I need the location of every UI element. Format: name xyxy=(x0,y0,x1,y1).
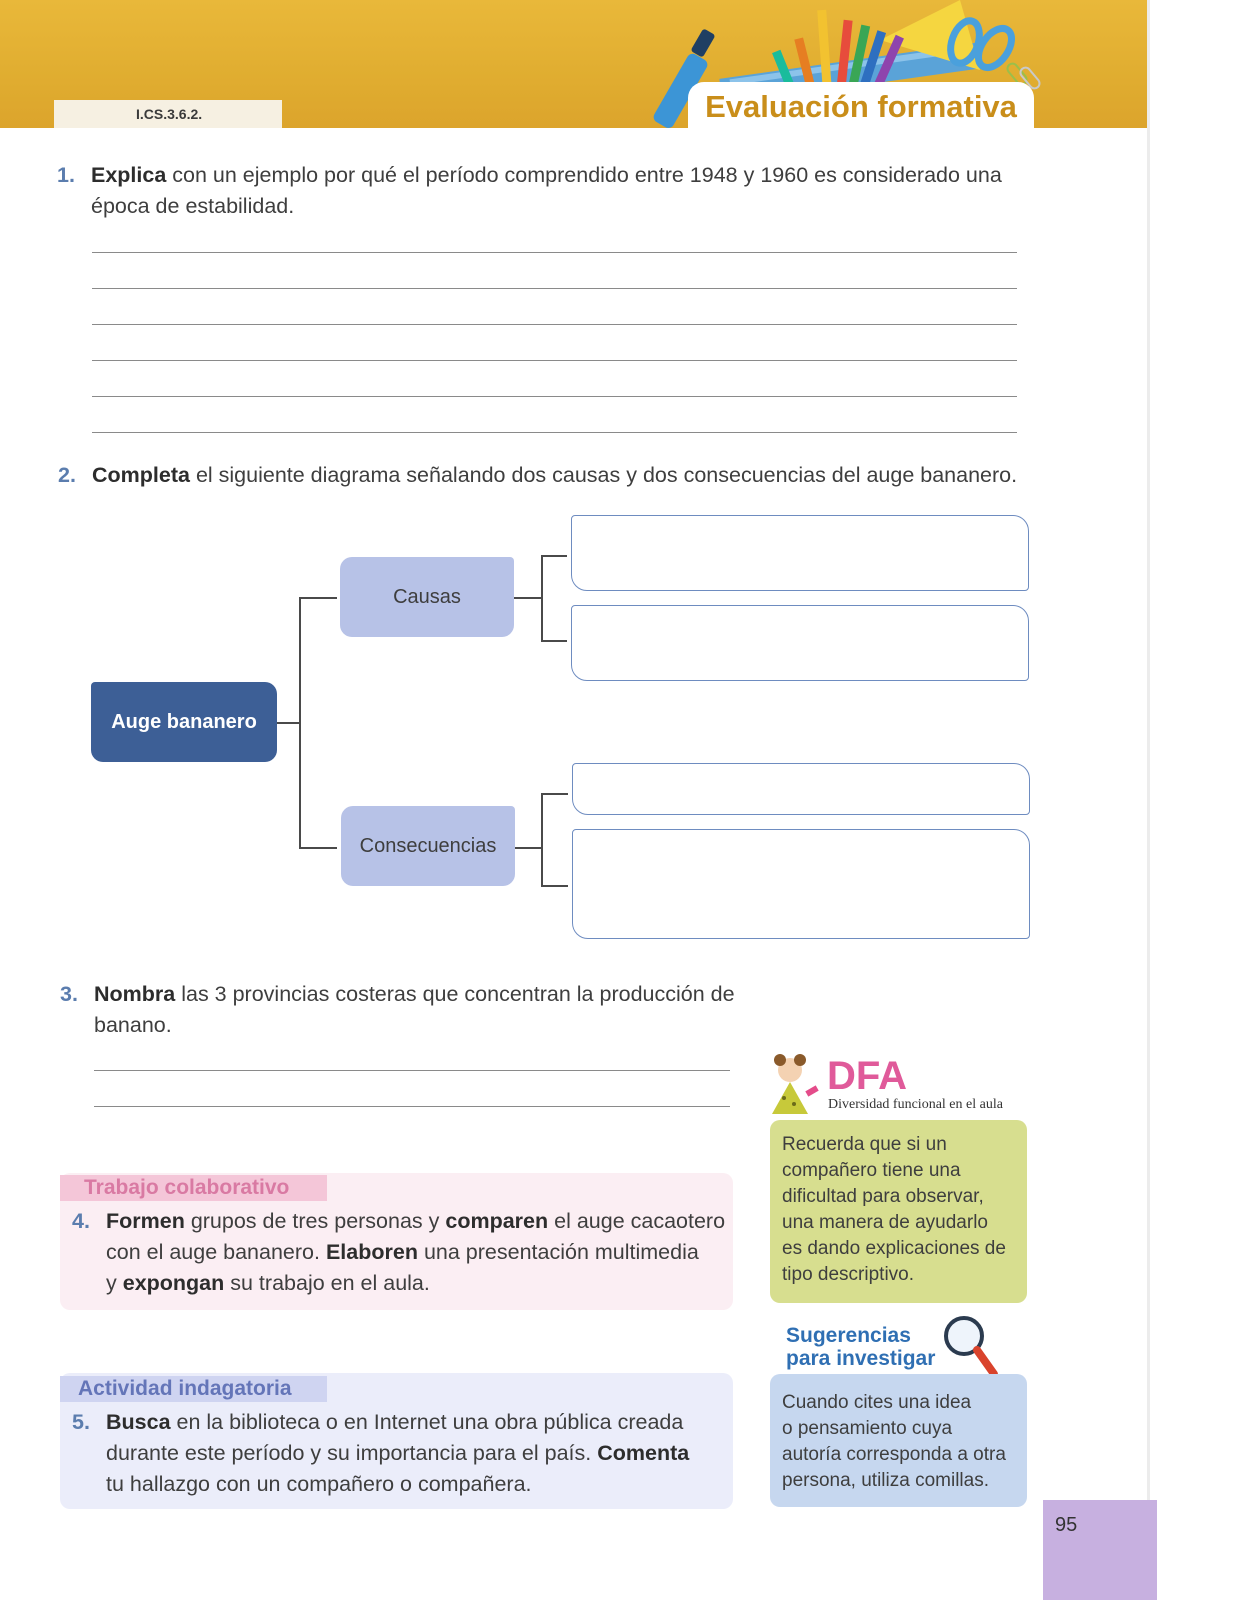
connector-line xyxy=(514,597,542,599)
question-verb: Explica xyxy=(91,163,167,187)
answer-line[interactable] xyxy=(92,252,1017,253)
page-edge-line xyxy=(1147,0,1150,1600)
question-text: el siguiente diagrama señalando dos causas y dos consecuencias del auge bananero. xyxy=(189,463,1018,487)
question-number: 5. xyxy=(72,1410,90,1434)
question-text: grupos de tres personas y xyxy=(184,1209,446,1233)
question-text: tu hallazgo con un compañero o compañera. xyxy=(106,1472,532,1496)
question-number: 4. xyxy=(72,1209,90,1233)
connector-line xyxy=(541,793,568,795)
question-3 xyxy=(60,979,754,1041)
dfa-subtitle: Diversidad funcional en el aula xyxy=(828,1097,1003,1112)
question-number: 2. xyxy=(58,463,76,487)
question-text: época de estabilidad. xyxy=(91,194,295,218)
answer-line[interactable] xyxy=(92,432,1017,433)
question-2 xyxy=(58,460,1052,491)
question-text: con un ejemplo por qué el período comprendido entre 1948 y 1960 es considerado una xyxy=(166,163,1002,187)
question-5 xyxy=(72,1407,726,1500)
question-4 xyxy=(72,1206,726,1299)
section-title: Evaluación formativa xyxy=(688,82,1034,132)
suggestions-tip-line: Cuando cites una idea xyxy=(782,1392,972,1413)
consequence-answer-box-1[interactable] xyxy=(572,763,1030,815)
question-verb: Busca xyxy=(106,1410,171,1434)
dfa-title: DFA xyxy=(827,1054,907,1098)
question-text: una presentación multimedia xyxy=(417,1240,699,1264)
question-verb: Elaboren xyxy=(325,1240,418,1264)
question-text: el auge cacaotero xyxy=(548,1209,726,1233)
dfa-tip-line: es dando explicaciones de xyxy=(782,1238,1006,1259)
answer-line[interactable] xyxy=(92,396,1017,397)
dfa-tip-line: Recuerda que si un xyxy=(782,1134,947,1155)
question-text: con el auge bananero. xyxy=(106,1240,326,1264)
connector-line xyxy=(299,597,301,847)
girl-illustration xyxy=(758,1052,828,1122)
question-verb: Formen xyxy=(106,1209,185,1233)
question-1 xyxy=(57,160,1051,222)
question-verb: comparen xyxy=(445,1209,549,1233)
curriculum-code: I.CS.3.6.2. xyxy=(54,100,282,128)
question-text: su trabajo en el aula. xyxy=(224,1271,430,1295)
question-text: durante este período y su importancia para el país. xyxy=(106,1441,598,1465)
suggestions-tip-line: o pensamiento cuya xyxy=(782,1418,953,1439)
question-text: banano. xyxy=(94,1013,172,1037)
answer-line[interactable] xyxy=(94,1106,730,1107)
question-verb: Nombra xyxy=(94,982,176,1006)
connector-line xyxy=(541,885,568,887)
diagram-root-node: Auge bananero xyxy=(91,682,277,762)
answer-line[interactable] xyxy=(92,324,1017,325)
question-verb: Completa xyxy=(92,463,190,487)
dfa-tip-line: una manera de ayudarlo xyxy=(782,1212,988,1233)
dfa-tip-line: dificultad para observar, xyxy=(782,1186,984,1207)
answer-line[interactable] xyxy=(92,288,1017,289)
inquiry-activity-label: Actividad indagatoria xyxy=(60,1376,327,1402)
question-text: en la biblioteca o en Internet una obra pública creada xyxy=(170,1410,684,1434)
connector-line xyxy=(541,793,543,885)
question-number: 3. xyxy=(60,982,78,1006)
dfa-tip-box xyxy=(770,1120,1027,1303)
suggestions-title xyxy=(786,1324,935,1370)
question-text: y xyxy=(106,1271,123,1295)
connector-line xyxy=(299,847,337,849)
magnifying-glass-icon xyxy=(940,1314,1002,1380)
dfa-tip-line: tipo descriptivo. xyxy=(782,1264,915,1285)
suggestions-title-line: para investigar xyxy=(786,1347,936,1370)
connector-line xyxy=(277,722,300,724)
suggestions-tip-box xyxy=(770,1374,1027,1507)
question-number: 1. xyxy=(57,163,75,187)
collaborative-work-label: Trabajo colaborativo xyxy=(60,1175,327,1201)
suggestions-title-line: Sugerencias xyxy=(786,1324,911,1347)
cause-answer-box-2[interactable] xyxy=(571,605,1029,681)
connector-line xyxy=(541,640,567,642)
diagram-causes-node: Causas xyxy=(340,557,514,637)
answer-line[interactable] xyxy=(92,360,1017,361)
question-verb: expongan xyxy=(122,1271,225,1295)
diagram-consequences-node: Consecuencias xyxy=(341,806,515,886)
connector-line xyxy=(541,555,543,640)
consequence-answer-box-2[interactable] xyxy=(572,829,1030,939)
page-number: 95 xyxy=(1043,1500,1157,1600)
answer-line[interactable] xyxy=(94,1070,730,1071)
connector-line xyxy=(515,847,542,849)
dfa-tip-line: compañero tiene una xyxy=(782,1160,961,1181)
connector-line xyxy=(541,555,567,557)
suggestions-tip-line: autoría corresponda a otra xyxy=(782,1444,1006,1465)
cause-answer-box-1[interactable] xyxy=(571,515,1029,591)
question-text: las 3 provincias costeras que concentran la producción de xyxy=(175,982,735,1006)
question-verb: Comenta xyxy=(597,1441,690,1465)
suggestions-tip-line: persona, utiliza comillas. xyxy=(782,1470,989,1491)
connector-line xyxy=(299,597,337,599)
